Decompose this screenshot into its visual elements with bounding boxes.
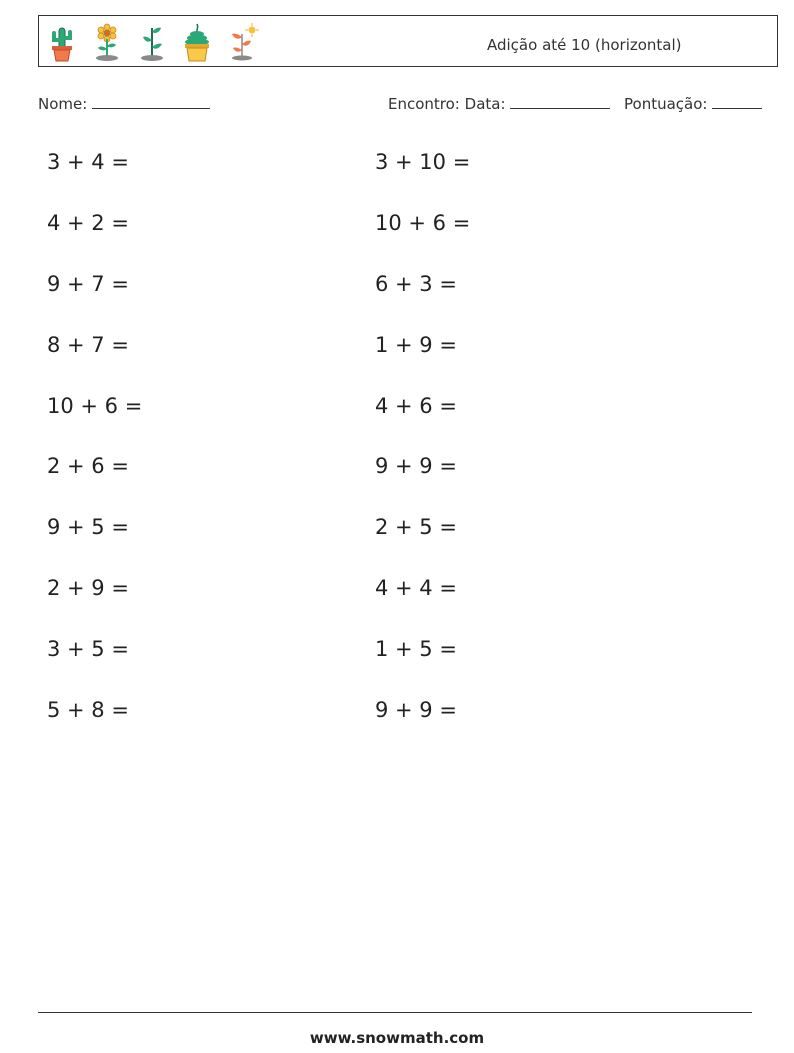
problem-left-4: 8 + 7 =: [47, 333, 129, 357]
footer-url[interactable]: www.snowmath.com: [309, 1029, 485, 1047]
potted-succulent-icon: [180, 22, 214, 62]
page-title: Adição até 10 (horizontal): [487, 36, 682, 54]
flowering-plant-icon: [225, 22, 259, 62]
name-label: Nome:: [38, 95, 88, 113]
score-label: Pontuação:: [624, 95, 708, 113]
problem-right-3: 6 + 3 =: [375, 272, 457, 296]
problem-right-7: 2 + 5 =: [375, 515, 457, 539]
problem-right-10: 9 + 9 =: [375, 698, 457, 722]
problem-left-7: 9 + 5 =: [47, 515, 129, 539]
worksheet-header: [38, 15, 778, 67]
name-field: [38, 94, 210, 113]
problem-left-2: 4 + 2 =: [47, 211, 129, 235]
problem-right-1: 3 + 10 =: [375, 150, 471, 174]
problem-right-4: 1 + 9 =: [375, 333, 457, 357]
score-blank[interactable]: [712, 94, 762, 109]
problem-left-3: 9 + 7 =: [47, 272, 129, 296]
problem-left-8: 2 + 9 =: [47, 576, 129, 600]
problem-left-1: 3 + 4 =: [47, 150, 129, 174]
problem-right-6: 9 + 9 =: [375, 454, 457, 478]
problem-right-9: 1 + 5 =: [375, 637, 457, 661]
score-field: [624, 94, 762, 113]
problem-left-10: 5 + 8 =: [47, 698, 129, 722]
problem-left-9: 3 + 5 =: [47, 637, 129, 661]
cactus-pot-icon: [45, 22, 79, 62]
name-blank[interactable]: [92, 94, 210, 109]
problem-left-5: 10 + 6 =: [47, 394, 143, 418]
footer-divider: [38, 1012, 752, 1013]
sunflower-icon: [90, 22, 124, 62]
problem-right-8: 4 + 4 =: [375, 576, 457, 600]
problem-left-6: 2 + 6 =: [47, 454, 129, 478]
problem-right-5: 4 + 6 =: [375, 394, 457, 418]
date-label: Data:: [464, 95, 506, 113]
date-blank[interactable]: [510, 94, 610, 109]
sprout-icon: [135, 22, 169, 62]
encounter-label: Encontro:: [388, 95, 460, 113]
problem-right-2: 10 + 6 =: [375, 211, 471, 235]
encounter-date-field: [388, 94, 610, 113]
